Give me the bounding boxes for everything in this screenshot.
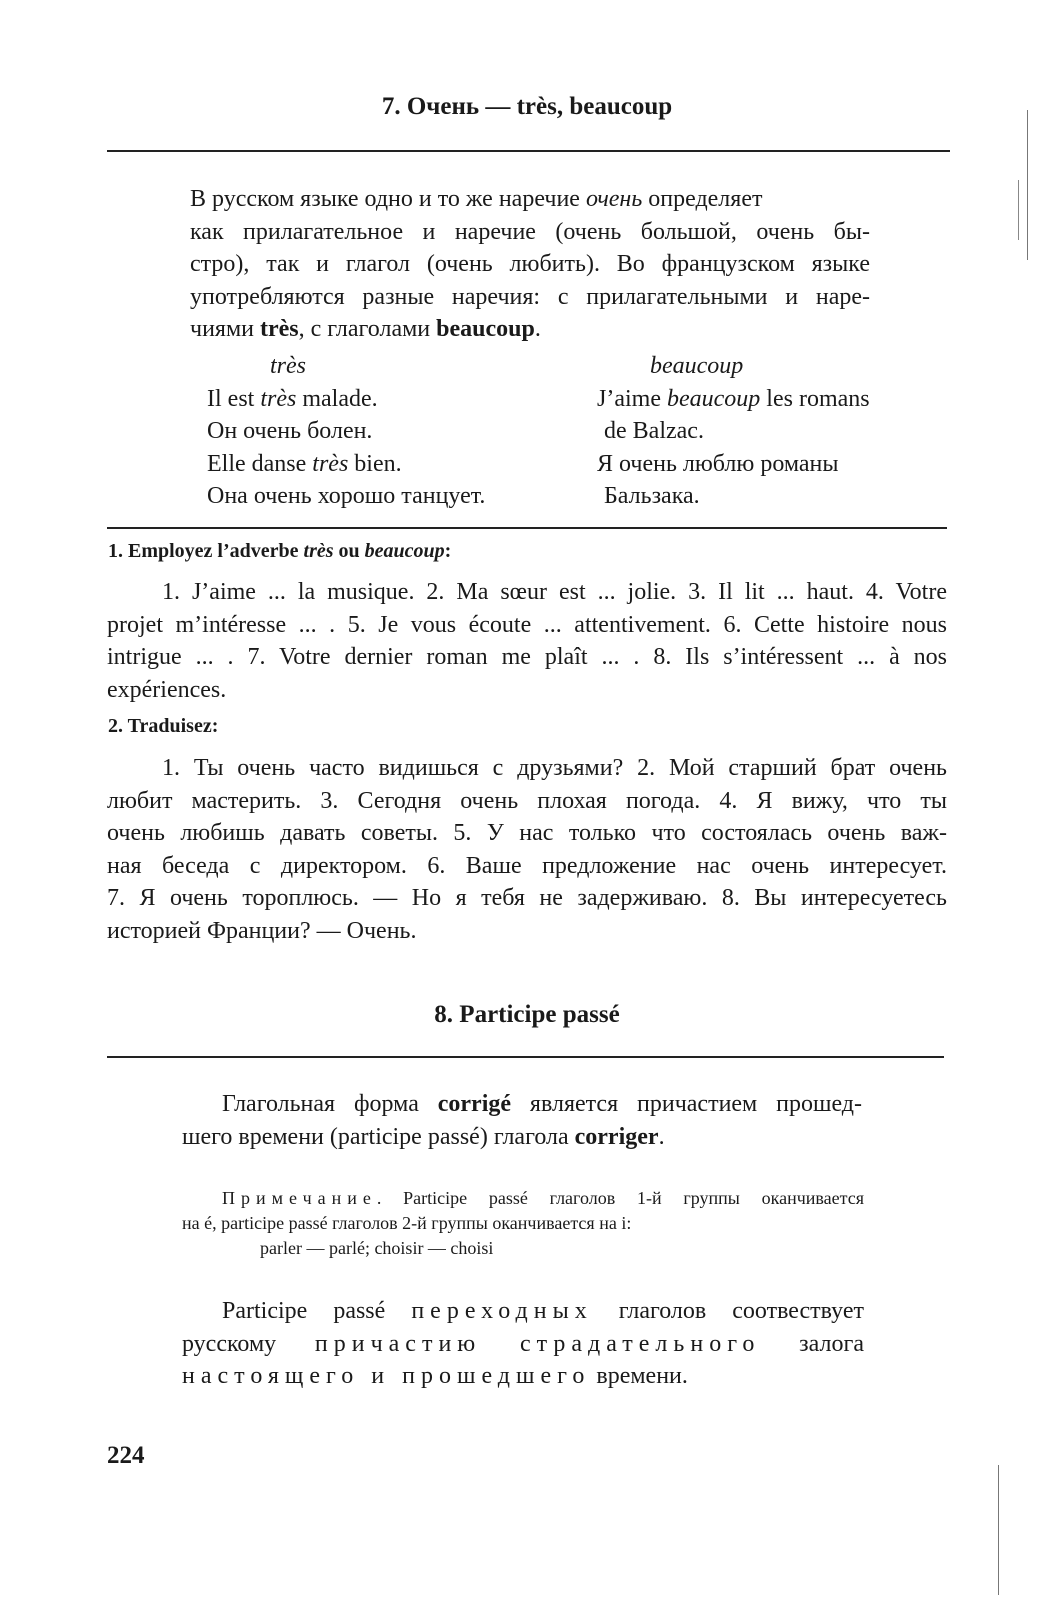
heading-italic: très bbox=[303, 540, 334, 562]
exercise-line: 1. J’aime ... la musique. 2. Ma sœur est ... jolie. 3. Il lit ... haut. 4. Votre bbox=[162, 579, 947, 605]
exercise-line: очень любишь давать советы. 5. У нас только что состоялась очень важ- bbox=[107, 820, 947, 846]
spaced-text: и bbox=[359, 1363, 403, 1389]
example-text: malade. bbox=[296, 385, 378, 412]
note-line: на é, participe passé глаголов 2-й группы оканчивается на i: bbox=[182, 1213, 632, 1233]
body-line bbox=[182, 1360, 864, 1393]
exercise-2-body bbox=[107, 752, 947, 947]
intro-text: является причастием прошед- bbox=[511, 1091, 863, 1117]
example-line: Я очень люблю романы bbox=[597, 450, 839, 477]
intro-line bbox=[182, 1121, 862, 1154]
intro-line: как прилагательное и наречие (очень большой, очень бы- bbox=[190, 218, 870, 245]
exercise-line: intrigue ... . 7. Votre dernier roman me plaît ... . 8. Ils s’intéressent ... à nos bbox=[107, 644, 947, 670]
examples-rule bbox=[107, 527, 947, 529]
examples-right-column bbox=[597, 350, 870, 513]
heading-text: 1. Employez l’adverbe bbox=[108, 540, 304, 562]
page-edge-mark bbox=[1027, 110, 1028, 260]
example-text: bien. bbox=[348, 450, 402, 477]
intro-line bbox=[190, 313, 870, 346]
exercise-line: projet m’intéresse ... . 5. Je vous écoute ... attentivement. 6. Cette histoire nous bbox=[107, 611, 947, 638]
example-text: Elle danse bbox=[207, 450, 313, 477]
body-text: русскому bbox=[182, 1330, 315, 1357]
section-8-rule bbox=[107, 1056, 944, 1058]
example-italic: très bbox=[312, 450, 349, 477]
intro-text: чиями bbox=[190, 316, 260, 342]
exercise-1-body bbox=[107, 576, 947, 706]
intro-line bbox=[222, 1088, 862, 1121]
spaced-text: прошедшего bbox=[402, 1363, 591, 1389]
exercise-1-heading bbox=[108, 540, 451, 563]
page-edge-mark bbox=[998, 1465, 999, 1595]
intro-line bbox=[190, 183, 870, 216]
body-text bbox=[481, 1331, 520, 1357]
note-label: Примечание bbox=[222, 1188, 377, 1208]
body-text: Participe passé bbox=[222, 1298, 412, 1324]
page-edge-mark bbox=[1018, 180, 1019, 240]
example-line: Она очень хорошо танцует. bbox=[207, 483, 486, 509]
spaced-text: причастию bbox=[314, 1330, 482, 1357]
example-line: Бальзака. bbox=[604, 483, 700, 509]
section-8-rule-text bbox=[182, 1295, 864, 1393]
exercise-line: историей Франции? — Очень. bbox=[107, 917, 417, 944]
column-head-beaucoup: beaucoup bbox=[650, 353, 744, 379]
intro-bold: beaucoup bbox=[436, 316, 535, 342]
body-line bbox=[182, 1295, 864, 1328]
exercise-line: ная беседа с директором. 6. Ваше предложение нас очень интересует. bbox=[107, 852, 947, 879]
exercise-line: любит мастерить. 3. Сегодня очень плохая погода. 4. Я вижу, что ты bbox=[107, 787, 947, 814]
section-7-title: 7. Очень — très, beaucoup bbox=[381, 93, 673, 120]
heading-text: : bbox=[444, 540, 452, 562]
exercise-line: expériences. bbox=[107, 676, 227, 703]
section-8-intro bbox=[182, 1088, 863, 1153]
body-text: глаголов соотвествует bbox=[592, 1298, 864, 1324]
heading-italic: beaucoup bbox=[364, 540, 445, 562]
note-block bbox=[182, 1186, 864, 1261]
title-rule bbox=[107, 150, 950, 152]
column-head-tres: très bbox=[270, 353, 306, 379]
heading-text: ou bbox=[333, 540, 365, 562]
intro-text: , с глаголами bbox=[298, 316, 437, 342]
note-line bbox=[222, 1186, 864, 1211]
spaced-text: страдательного bbox=[519, 1330, 761, 1357]
page-number: 224 bbox=[107, 1442, 145, 1469]
intro-bold: corrigé bbox=[437, 1091, 512, 1117]
spaced-text: настоящего bbox=[182, 1363, 360, 1389]
intro-text: . bbox=[534, 316, 541, 342]
example-italic: très bbox=[260, 385, 297, 412]
exercise-2-heading: 2. Traduisez: bbox=[108, 715, 219, 737]
spaced-text: переходных bbox=[411, 1298, 593, 1324]
section-8-title: 8. Participe passé bbox=[434, 1001, 620, 1028]
note-line: parler — parlé; choisir — choisi bbox=[260, 1238, 494, 1258]
intro-line: стро), так и глагол (очень любить). Во французском языке bbox=[190, 251, 870, 277]
example-text: les romans bbox=[760, 385, 870, 412]
example-text: Il est bbox=[207, 385, 261, 412]
body-text: времени. bbox=[590, 1363, 688, 1389]
intro-text: . bbox=[658, 1123, 665, 1150]
example-line bbox=[207, 448, 485, 481]
example-italic: beaucoup bbox=[666, 385, 761, 412]
exercise-line: 1. Ты очень часто видишься с друзьями? 2. Мой старший брат очень bbox=[162, 755, 947, 781]
example-line bbox=[207, 383, 485, 416]
example-line bbox=[597, 383, 870, 416]
example-line: Он очень болен. bbox=[207, 418, 373, 444]
exercise-line: 7. Я очень тороплюсь. — Но я тебя не задерживаю. 8. Вы интересуетесь bbox=[107, 885, 947, 911]
intro-text: определяет bbox=[642, 186, 763, 212]
body-text: залога bbox=[760, 1330, 864, 1357]
intro-text: Глагольная форма bbox=[222, 1091, 438, 1117]
intro-line: употребляются разные наречия: с прилагательными и наре- bbox=[190, 283, 870, 310]
body-line bbox=[182, 1328, 864, 1361]
section-7-intro bbox=[190, 183, 870, 346]
intro-bold: corriger bbox=[574, 1123, 659, 1150]
examples-left-column bbox=[207, 350, 485, 513]
note-text: . Participe passé глаголов 1-й группы оканчивается bbox=[376, 1188, 864, 1208]
intro-text: В русском языке одно и то же наречие bbox=[190, 186, 586, 212]
intro-italic: очень bbox=[585, 186, 643, 212]
intro-text: шего времени (participe passé) глагола bbox=[182, 1123, 575, 1150]
intro-bold: très bbox=[259, 316, 299, 342]
example-text: J’aime bbox=[597, 385, 667, 412]
example-line: de Balzac. bbox=[604, 418, 704, 444]
